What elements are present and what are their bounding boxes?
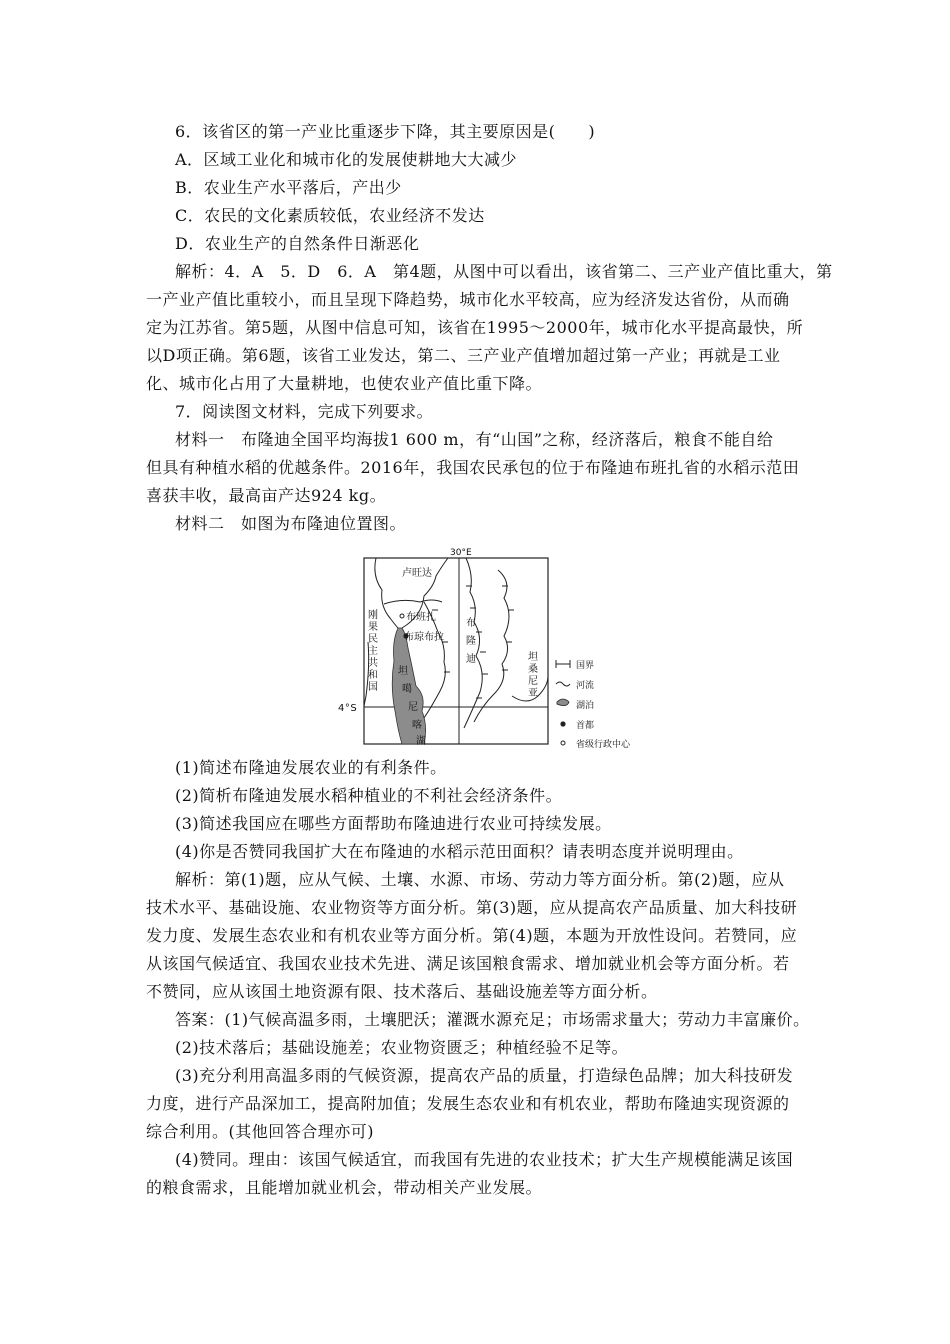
q7-question: (1)简述布隆迪发展农业的有利条件。 <box>175 758 447 777</box>
svg-text:坦: 坦 <box>528 652 538 663</box>
legend-capital: 首都 <box>576 721 595 731</box>
material2: 材料二 如图为布隆迪位置图。 <box>175 514 407 533</box>
svg-text:湖: 湖 <box>416 736 426 747</box>
svg-text:布: 布 <box>466 618 476 629</box>
q7-question: (4)你是否赞同我国扩大在布隆迪的水稻示范田面积？请表明态度并说明理由。 <box>175 842 744 861</box>
analysis1-line: 解析：4．A 5．D 6．A 第4题，从图中可以看出，该省第二、三产业产值比重大，第 <box>175 262 833 281</box>
svg-text:亚: 亚 <box>528 688 538 699</box>
answer-line: (3)充分利用高温多雨的气候资源，提高农产品的质量，打造绿色品牌；加大科技研发 <box>175 1066 794 1085</box>
analysis2-line: 从该国气候适宜、我国农业技术先进、满足该国粮食需求、增加就业机会等方面分析。若 <box>146 954 790 973</box>
map-legend <box>556 660 631 750</box>
burundi-location-map <box>362 546 642 751</box>
q6-option-a: A．区域工业化和城市化的发展使耕地大大减少 <box>175 150 518 169</box>
answer-line: (4)赞同。理由：该国气候适宜，而我国有先进的农业技术；扩大生产规模能满足该国 <box>175 1150 794 1169</box>
latitude-label-text: 4°S <box>338 703 358 714</box>
svg-text:主: 主 <box>368 646 378 657</box>
svg-text:桑: 桑 <box>528 664 538 675</box>
q6-option-d: D．农业生产的自然条件日渐恶化 <box>175 234 420 253</box>
material1-line: 材料一 布隆迪全国平均海拔1 600 m，有“山国”之称，经济落后，粮食不能自给 <box>175 430 774 449</box>
svg-text:尼: 尼 <box>528 676 538 687</box>
svg-text:果: 果 <box>368 622 378 633</box>
legend-provincial-centre: 省级行政中心 <box>576 740 631 750</box>
bubanza-label: 布班扎 <box>406 612 436 623</box>
analysis1-line: 一产业产值比重较小，而且呈现下降趋势，城市化水平较高，应为经济发达省份，从而确 <box>146 290 790 309</box>
material1-line: 喜获丰收，最高亩产达924 kg。 <box>146 486 387 505</box>
material1-line: 但具有种植水稻的优越条件。2016年，我国农民承包的位于布隆迪布班扎省的水稻示范田 <box>146 458 800 477</box>
answer-line: (2)技术落后；基础设施差；农业物资匮乏；种植经验不足等。 <box>175 1038 629 1057</box>
svg-text:噶: 噶 <box>402 684 412 695</box>
rwanda-label: 卢旺达 <box>402 568 432 579</box>
svg-text:隆: 隆 <box>466 636 476 647</box>
svg-text:民: 民 <box>368 634 378 645</box>
answer-line: 的粮食需求，且能增加就业机会，带动相关产业发展。 <box>146 1178 543 1197</box>
bubanza-marker <box>400 614 404 618</box>
svg-text:刚: 刚 <box>368 610 378 621</box>
answer-line: 答案：(1)气候高温多雨，土壤肥沃；灌溉水源充足；市场需求量大；劳动力丰富廉价。 <box>175 1010 810 1029</box>
q7-question: (2)简析布隆迪发展水稻种植业的不利社会经济条件。 <box>175 786 563 805</box>
burundi-label <box>466 616 476 665</box>
longitude-label: 30°E <box>450 548 472 558</box>
legend-border: 国界 <box>576 661 595 671</box>
answer-line: 力度，进行产品深加工，提高附加值；发展生态农业和有机农业，帮助布隆迪实现资源的 <box>146 1094 790 1113</box>
analysis1-line: 定为江苏省。第5题，从图中信息可知，该省在1995～2000年，城市化水平提高最快，所 <box>146 318 804 337</box>
svg-text:坦: 坦 <box>398 666 408 677</box>
analysis2-line: 技术水平、基础设施、农业物资等方面分析。第(3)题，应从提高农产品质量、加大科技研 <box>146 898 798 917</box>
svg-text:喀: 喀 <box>412 720 422 731</box>
svg-text:和: 和 <box>368 670 378 681</box>
q6-stem: 6．该省区的第一产业比重逐步下降，其主要原因是( ) <box>175 122 596 141</box>
tanzania-label <box>528 650 538 699</box>
analysis1-line: 化、城市化占用了大量耕地，也使农业产值比重下降。 <box>146 374 543 393</box>
drc-label <box>368 608 378 693</box>
analysis2-line: 发力度、发展生态农业和有机农业等方面分析。第(4)题，本题为开放性设问。若赞同，应 <box>146 926 798 945</box>
svg-text:尼: 尼 <box>408 702 418 713</box>
svg-text:共: 共 <box>368 658 378 669</box>
q7-stem: 7．阅读图文材料，完成下列要求。 <box>175 402 434 421</box>
analysis2-line: 解析：第(1)题，应从气候、土壤、水源、市场、劳动力等方面分析。第(2)题，应从 <box>175 870 785 889</box>
q7-question: (3)简述我国应在哪些方面帮助布隆迪进行农业可持续发展。 <box>175 814 612 833</box>
analysis2-line: 不赞同，应从该国土地资源有限、技术落后、基础设施差等方面分析。 <box>146 982 658 1001</box>
q6-option-b: B．农业生产水平落后，产出少 <box>175 178 402 197</box>
legend-lake: 湖泊 <box>576 701 595 711</box>
q6-option-c: C．农民的文化素质较低，农业经济不发达 <box>175 206 485 225</box>
analysis1-line: 以D项正确。第6题，该省工业发达，第二、三产业产值增加超过第一产业；再就是工业 <box>146 346 781 365</box>
svg-text:国: 国 <box>368 682 378 693</box>
svg-text:迪: 迪 <box>466 654 476 665</box>
bujumbura-label: 布琼布拉 <box>404 632 444 643</box>
answer-line: 综合利用。(其他回答合理亦可) <box>146 1122 374 1141</box>
legend-river: 河流 <box>576 681 595 691</box>
